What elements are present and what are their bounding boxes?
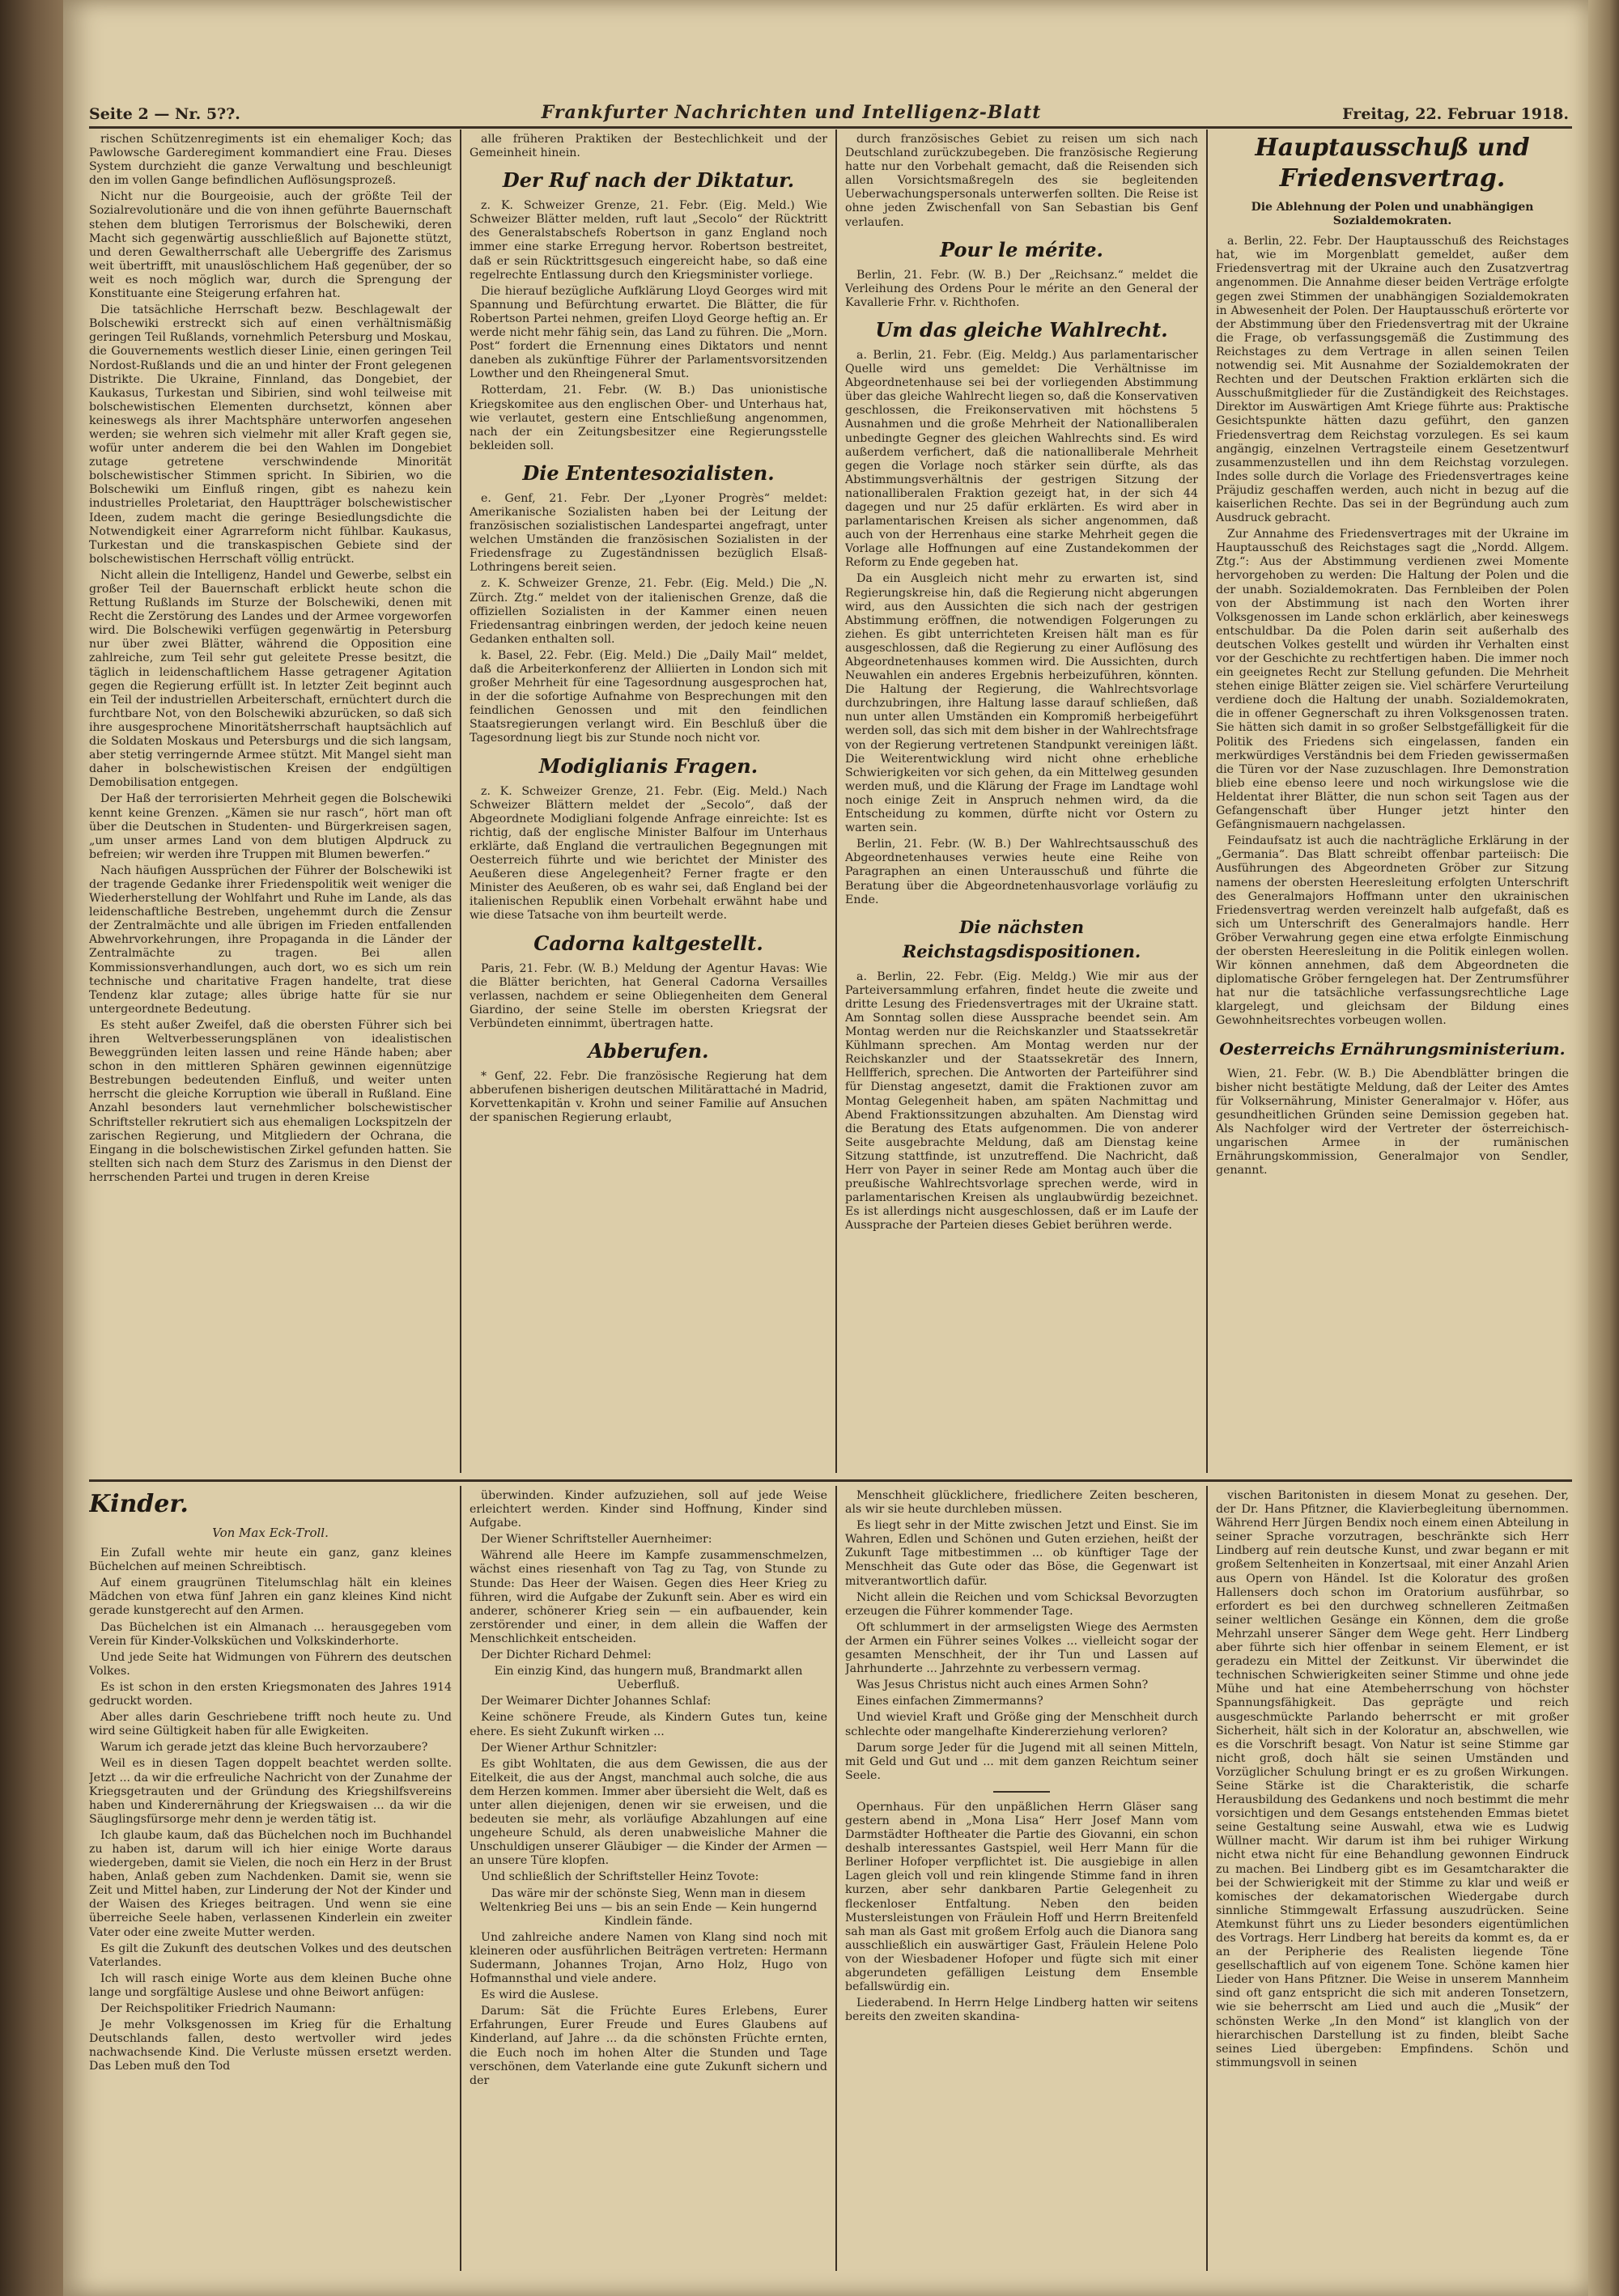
page-edge	[1588, 0, 1619, 2296]
paragraph: vischen Baritonisten in diesem Monat zu gesehen. Der, der Dr. Hans Pfitzner, die Klavierbegleitung übernommen. Während Herr Jürgen Bendix noch einem einen Abteilung in seiner Sprache vorzutragen, beschränkte sich Herr Lindberg auf rein deutsche Kunst, und zwar begann er mit großem Seltenheiten in Konzertsaal, mit einer Anzahl Arien aus Opern von Händel. Ist die Koloratur des großen Hallensers doch schon im Oratorium ausführbar, so erfordert es bei den durchweg schnelleren Zeitmaßen seiner weltlichen Gesänge ein Können, dem die große Mehrzahl unserer Sänger dem Wege geht. Herr Lindberg aber führte sich hier offenbar in seinem Element, er ist geradezu ein Mittel der Zeitkunst. Vir überwindet die technischen Schwierigkeiten seiner Stimme und ohne jede Mühe und hat eine Atembeherrschung von höchster Spannungsfähigkeit. Das geprägte und reich ausgeschmückte Parlando beherrscht er mit großer Sicherheit, hält sich in der Koloratur an, abschwellen, wie es die Vorschrift besagt. Von Natur ist seine Stimme gar nicht groß, doch hält sie seinen Umständen und Vorzüglicher Schulung bringt er es zu großen Wirkungen. Seine Stärke ist die Charakteristik, die scharfe Herausbildung des Gedankens und noch bestimmt die mehr vorsichtigen und dem Gesangs entstehenden Emmas bietet seine Gestaltung seine Auswahl, etwa wie es Ludwig Wüllner macht. Wir darum ist ihm bei ruhiger Wirkung nicht etwa nicht für eine Behandlung gewonnen Eindruck zu machen. Bei Lindberg gibt es im Gesamtcharakter die bei der Schwierigkeit mit der Stimme zu klar und weiß er komisches der dekamatorischen Wiedergabe durch sinnliche Stimmgewalt Erfassung auszudrücken. Seine Atemkunst führt uns zu Lieder besonders eigentümlichen des Vortrags. Herr Lindberg hat bereits da kommt es, da er an der Peripherie des Realisten liegende Töne gesellschaftlich auf von eigenem Tone. Schöne kamen hier Lieder von Hans Pfitzner. Die Weise in unserem Mannheim sind oft ganz entspricht die sich mit anderen Tonsetzern, wie sie beherrscht am Lied und auch die „Musik“ der schönsten Werke „In den Mond“ ist klanglich von der hierarchischen Darstellung ist zu finden, bleibt Sache seines Lied übergeben: Empfindens. Schön und stimmungsvoll in seinen	[1216, 1489, 1569, 2069]
headline-kinder: Kinder.	[89, 1490, 189, 1518]
paragraph: Nicht allein die Reichen und vom Schicksal Bevorzugten erzeugen die Führer kommender Tage.	[845, 1590, 1198, 1618]
newspaper-title: Frankfurter Nachrichten und Intelligenz-Blatt	[541, 102, 1042, 123]
paragraph: Darum: Sät die Früchte Eures Erlebens, Eurer Erfahrungen, Eurer Freude und Eures Glaubens auf Kinderland, auf Jahre ... da die schönsten Früchte ernten, die Euch noch im hohen Alter die Stunden und Tage verschönen, dem Vaterlande eine gute Zukunft sichern und der	[470, 2005, 827, 2087]
paragraph: Aber alles darin Geschriebene trifft noch heute zu. Und wird seine Gültigkeit haben für alle Ewigkeiten.	[89, 1711, 452, 1738]
paragraph: Liederabend. In Herrn Helge Lindberg hatten wir seitens bereits den zweiten skandina-	[845, 1997, 1198, 2024]
paragraph: Nicht allein die Intelligenz, Handel und Gewerbe, selbst ein großer Teil der Bauernschaft erblickt heute schon die Rettung Rußlands im Sturze der Bolschewiki, denen mit Recht die Zerstörung des Landes und der Armee vorgeworfen wird. Die Bolschewiki verfügen gegenwärtig in Petersburg nur über zwei Blätter, während die Opposition eine zahlreiche, zum Teil sehr gut geleitete Presse besitzt, die täglich in leidenschaftlichem Hasse getragener Agitation gegen die Regierung erfüllt ist. In letzter Zeit beginnt auch ein Teil der industriellen Arbeiterschaft, ernüchtert durch die furchtbare Not, von den Bolschewiki abzurücken, so daß sich ihre ausgesprochene Minoritätsherrschaft hauptsächlich auf die Soldaten Moskaus und Petersburgs und die sich langsam, aber stetig verringernde Armee stützt. Mit Mangel sieht man daher in bolschewistischen Kreisen der endgültigen Demobilisation entgegen.	[89, 568, 452, 790]
paragraph: Und zahlreiche andere Namen von Klang sind noch mit kleineren oder ausführlichen Beiträgen vertreten: Hermann Sudermann, Johannes Trojan, Arno Holz, Hugo von Hofmannsthal und viele andere.	[470, 1930, 827, 1986]
subheadline-hauptausschuss: Die Ablehnung der Polen und unabhängigen Sozialdemokraten.	[1251, 201, 1534, 228]
paragraph: Zur Annahme des Friedensvertrages mit der Ukraine im Hauptausschuß des Reichstages sagt die „Nordd. Allgem. Ztg.“: Aus der Abstimmung verdienen zwei Momente hervorgehoben zu werden: Die Haltung der Polen und die der unabh. Sozialdemokraten. Das Fernbleiben der Polen von der Abstimmung ist nach den Worten ihrer Volksgenossen im Lande schon erklärlich, aber keineswegs entschuldbar. Da die Polen darin seit außerhalb des deutschen Volkes gestellt und würden ihr Verhalten einst vor der Geschichte zu rechtfertigen haben. Die immer noch ein geeignetes Recht zur Stellung gefunden. Die Mehrheit stehen einige Blätter zeigen sie. Viel schärfere Verurteilung verdiene doch die Haltung der unabh. Sozialdemokraten, die in offener Gegnerschaft zu ihren Volksgenossen traten. Sie hätten sich damit in so großer Selbstgefälligkeit für die Politik des Friedens sich eingelassen, fanden ein merkwürdiges Verständnis bei dem Frieden gewissermaßen die Türen vor der Nase zuzuschlagen. Ihre Demonstration blieb eine ebenso leere und noch wirkungslose wie die Heldentat ihrer Blätter, die nun schon seit Tagen aus der Gefangenschaft über Hunger jetzt hinter den Gefängnismauern nachgelassen.	[1216, 528, 1569, 832]
issue-date: Freitag, 22. Februar 1918.	[1342, 105, 1569, 123]
feuilleton-column-1	[89, 1489, 452, 2271]
top-column-1	[89, 133, 452, 1473]
paragraph: durch französisches Gebiet zu reisen um sich nach Deutschland zurückzubegeben. Die französische Regierung hatte nur den Vorbehalt gemacht, daß die Reisenden sich allen Vorsichtsmaßregeln des sie begleitenden Ueberwachungspersonals unterwerfen sollten. Die Reise ist ohne jeden Zwischenfall von San Sebastian bis Genf verlaufen.	[845, 133, 1198, 229]
book-spine	[0, 0, 63, 2296]
header-rule	[89, 126, 1572, 129]
byline: Von Max Eck-Troll.	[212, 1526, 329, 1540]
paragraph: Paris, 21. Febr. (W. B.) Meldung der Agentur Havas: Wie die Blätter berichten, hat General Cadorna Versailles verlassen, nachdem er seine Obliegenheiten dem General Giardino, der seine Stelle im obersten Kriegsrat der Verbündeten einnimmt, übertragen hatte.	[470, 961, 827, 1030]
paragraph: Berlin, 21. Febr. (W. B.) Der Wahlrechtsausschuß des Abgeordnetenhauses verwies heute eine Reihe von Paragraphen an einen Unterausschuß und führte die Beratung über die Abgeordnetenhausvorlage vorläufig zu Ende.	[845, 838, 1198, 906]
paragraph: Eines einfachen Zimmermanns?	[856, 1695, 1043, 1708]
paragraph: Der Haß der terrorisierten Mehrheit gegen die Bolschewiki kennt keine Grenzen. „Kämen sie nur rasch“, hört man oft über die Deutschen in Studenten- und Bürgerkreisen sagen, „um unser armes Land von dem blutigen Alpdruck zu befreien; wir werden ihre Truppen mit Blumen bewerfen.“	[89, 792, 452, 861]
paragraph: Es steht außer Zweifel, daß die obersten Führer sich bei ihren Weltverbesserungsplänen von idealistischen Beweggründen leiten lassen und reine Hände haben; aber schon in den mittleren Sphären gewinnen eigennützige Bestrebungen bedeutenden Einfluß, und weiter unten herrscht die gleiche Korruption wie überall in Rußland. Eine Anzahl besonders laut vernehmlicher bolschewistischer Schriftsteller rekrutiert sich aus ehemaligen Lockspitzeln der zarischen Regierung, und Mitgliedern der Ochrana, die Eingang in die bolschewistischen Zirkel gefunden hatten. Sie stellten sich nach dem Sturz des Zarismus in den Dienst der herrschenden Partei und trugen in deren Kreise	[89, 1018, 452, 1184]
column-rule-6	[1206, 1486, 1208, 2271]
paragraph: k. Basel, 22. Febr. (Eig. Meld.) Die „Daily Mail“ meldet, daß die Arbeiterkonferenz der Alliierten in London sich mit großer Mehrheit für eine Tagesordnung ausgesprochen hat, in der die sofortige Aufnahme von Besprechungen mit den feindlichen Genossen und mit den feindlichen Staatsregierungen verlangt wird. Ein Beschluß über die Tagesordnung liegt bis zur Stunde noch nicht vor.	[470, 648, 827, 745]
page-number: Seite 2 — Nr. 5??.	[89, 105, 240, 123]
headline-modigliani: Modiglianis Fragen.	[538, 753, 759, 778]
paragraph: Oft schlummert in der armseligsten Wiege des Aermsten der Armen ein Führer seines Volkes ... vielleicht sogar der gesamten Menschheit, der ihr Tun und Lassen auf Jahrhunderte ... Jahrzehnte zu verbessern vermag.	[845, 1620, 1198, 1676]
paragraph: Der Weimarer Dichter Johannes Schlaf:	[481, 1695, 712, 1708]
paragraph: überwinden. Kinder aufzuziehen, soll auf jede Weise erleichtert werden. Kinder sind Hoffnung, Kinder sind Aufgabe.	[470, 1489, 827, 1530]
paragraph: Der Dichter Richard Dehmel:	[481, 1649, 652, 1662]
paragraph: Es ist schon in den ersten Kriegsmonaten des Jahres 1914 gedruckt worden.	[89, 1680, 452, 1708]
paragraph: Nach häufigen Aussprüchen der Führer der Bolschewiki ist der tragende Gedanke ihrer Friedenspolitik weit weniger die Wiederherstellung der Wohlfahrt und Ruhe im Lande, als das leidenschaftliche Bestreben, ungehemmt durch die Zensur der Zentralmächte und alle übrigen im Frieden entfallenden Abwehrvorkehrungen, ihre Propaganda in die Länder der Zentralmächte zu tragen. Bei allen Kommissionsverhandlungen, auch dort, wo es sich um rein technische und charitative Fragen handelte, trat diese Tendenz klar zutage; alles übrige hatte für sie nur untergeordnete Bedeutung.	[89, 864, 452, 1016]
paragraph: e. Genf, 21. Febr. Der „Lyoner Progrès“ meldet: Amerikanische Sozialisten haben bei der Leitung der französischen sozialistischen Landespartei angefragt, unter welchen Umständen die französischen Sozialisten in der Friedensfrage zu Zugeständnissen bezüglich Elsaß-Lothringens bereit seien.	[470, 491, 827, 575]
paragraph: Ich will rasch einige Worte aus dem kleinen Buche ohne lange und sorgfältige Auslese und ohne Beiwort anfügen:	[89, 1971, 452, 1999]
paragraph: Auf einem graugrünen Titelumschlag hält ein kleines Mädchen von etwa fünf Jahren ein ganz kleines Kind nicht gerade kunstgerecht auf den Armen.	[89, 1577, 452, 1618]
paragraph: a. Berlin, 21. Febr. (Eig. Meldg.) Aus parlamentarischer Quelle wird uns gemeldet: Die Verhältnisse im Abgeordnetenhause sei bei der vorliegenden Abstimmung über das gleiche Wahlrecht liegen so, daß die Konservativen geschlossen, die Freikonservativen mit höchstens 5 Ausnahmen und die große Mehrheit der Nationalliberalen unbedingte Gegner des gleichen Wahlrechts sind. Es wird außerdem verfichert, daß die nationalliberale Mehrheit gegen die Vorlage noch stärker sein dürfte, als das Abstimmungsverhältnis der gestrigen Sitzung der nationalliberalen Fraktion gezeigt hat, in der sich 44 dagegen und nur 25 dafür erklärten. Es wird aber in parlamentarischen Kreisen als sicher angenommen, daß auch von der Herrenhaus eine starke Mehrheit gegen die Vorlage alle Hoffnungen auf eine Zustandekommen der Reform zu Ende gegeben hat.	[845, 348, 1198, 570]
section-rule	[89, 1479, 1572, 1482]
paragraph: Menschheit glücklichere, friedlichere Zeiten bescheren, als wir sie heute durchleben müssen.	[845, 1489, 1198, 1517]
column-rule-4	[460, 1486, 461, 2271]
top-column-3	[845, 133, 1198, 1473]
paragraph: z. K. Schweizer Grenze, 21. Febr. (Eig. Meld.) Die „N. Zürch. Ztg.“ meldet von der italienischen Grenze, daß die offiziellen Sozialisten in der Kammer einen neuen Friedensantrag einbringen werden, der jedoch keine neuen Gedanken enthalten soll.	[470, 577, 827, 646]
paragraph: Die hierauf bezügliche Aufklärung Lloyd Georges wird mit Spannung und Befürchtung erwartet. Die Blätter, die für Robertson Partei nehmen, greifen Lloyd George heftig an. Er werde nicht mehr fähig sein, das Land zu führen. Die „Morn. Post“ fordert die Ernennung eines Diktators und nennt daneben als zukünftige Führer der Parlamentsvorsitzenden Lowther und den Rheingeneral Smut.	[470, 284, 827, 381]
paragraph: Es wird die Auslese.	[481, 1988, 599, 2002]
paragraph: Die tatsächliche Herrschaft bezw. Beschlagewalt der Bolschewiki erstreckt sich auf einen verhältnismäßig geringen Teil Rußlands, vornehmlich Petersburg und Moskau, die Gouvernements westlich dieser Linie, einen geringen Teil Nordost-Rußlands und die an und hinter der Front gelegenen Distrikte. Die Ukraine, Finnland, das Dongebiet, der Kaukasus, Turkestan und Sibirien, sind wohl teilweise mit bolschewistischen Elementen durchsetzt, können aber keineswegs als ihrer Machtsphäre unterworfen angesehen werden; sie wehren sich vielmehr mit aller Kraft gegen sie, wofür unter anderem die bei den Wahlen im Dongebiet zutage getretene verschwindende Minorität bolschewistischer Stimmen spricht. In Sibirien, wo die Bolschewiki um Einfluß ringen, gibt es nahezu kein industrielles Proletariat, den Hauptträger bolschewistischer Ideen, zudem macht die geringe Besiedlungsdichte die Notwendigkeit einer Agrarreform nicht fühlbar. Kaukasus, Turkestan und die transkaspischen Gebiete sind der bolschewistischen Herrschaft völlig entrückt.	[89, 303, 452, 566]
paragraph: Ich glaube kaum, daß das Büchelchen noch im Buchhandel zu haben ist, darum will ich hier einige Worte daraus wiedergeben, damit sie Vielen, die noch ein Herz in der Brust haben, Anlaß geben zum Nachdenken. Damit sie, wenn sie Zeit und Mittel haben, zur Linderung der Not der Kinder und der Waisen des Krieges beitragen. Und wenn sie eine überreiche Seele haben, verlassenen Kinderlein ein zweiter Vater oder eine zweite Mutter werden.	[89, 1828, 452, 1939]
top-column-4	[1216, 133, 1569, 1473]
paragraph: Und wieviel Kraft und Größe ging der Menschheit durch schlechte oder mangelhafte Kindererziehung verloren?	[845, 1711, 1198, 1738]
paragraph: Es gibt Wohltaten, die aus dem Gewissen, die aus der Eitelkeit, die aus der Angst, manchmal auch solche, die aus dem Herzen kommen. Immer aber übersieht die Welt, daß es unter allen diejenigen, denen wir sie erweisen, und die bedeuten sie mehr, als vorläufige Abzahlungen auf eine ungeheure Schuld, als deren unabweisliche Mahner die Unschuldigen unserer Gläubiger — die Kinder der Armen — an unsere Türe klopfen.	[470, 1757, 827, 1868]
paragraph: z. K. Schweizer Grenze, 21. Febr. (Eig. Meld.) Nach Schweizer Blättern meldet der „Secolo“, daß der Abgeordnete Modigliani folgende Anfrage einreichte: Ist es richtig, daß der englische Minister Balfour im Unterhaus erklärte, daß England die vertraulichen Begegnungen mit Oesterreich führte und wie berichtet der Minister des Aeußeren diese Angelegenheit? Ferner fragte er den Minister des Aeußeren, ob es wahr sei, daß England bei der italienischen Republik einen Vorbehalt erwähnt habe und wie diese Tatsache von ihm beurteilt werde.	[470, 784, 827, 923]
paragraph: Während alle Heere im Kampfe zusammenschmelzen, wächst eines riesenhaft von Tag zu Tag, von Stunde zu Stunde: Das Heer der Waisen. Gegen dies Heer Krieg zu führen, wird die Aufgabe der Zukunft sein. Aber es wird ein anderer, schönerer Krieg sein — ein aufbauender, kein zerstörender und einer, in dem allein die Waffen der Menschlichkeit entscheiden.	[470, 1549, 827, 1645]
headline-cadorna: Cadorna kaltgestellt.	[533, 931, 763, 955]
paragraph: * Genf, 22. Febr. Die französische Regierung hat dem abberufenen bisherigen deutschen Militärattaché in Madrid, Korvettenkapitän v. Krohn und seiner Familie auf Ansuchen der spanischen Regierung erlaubt,	[470, 1069, 827, 1125]
paragraph: Und jede Seite hat Widmungen von Führern des deutschen Volkes.	[89, 1650, 452, 1678]
headline-wahlrecht: Um das gleiche Wahlrecht.	[875, 317, 1168, 342]
top-column-2	[470, 133, 827, 1473]
paragraph: Ein einzig Kind, das hungern muß, Brandmarkt allen Ueberfluß.	[494, 1665, 803, 1692]
paragraph: Der Wiener Schriftsteller Auernheimer:	[481, 1533, 712, 1547]
paragraph: z. K. Schweizer Grenze, 21. Febr. (Eig. Meld.) Wie Schweizer Blätter melden, ruft laut „Secolo“ der Rücktritt des Generalstabschefs Robertson in ganz England noch immer eine starke Erregung hervor. Robertson bestreitet, daß er sein Rücktrittsgesuch eingereicht habe, so daß eine regelrechte Entlassung durch den Kriegsminister vorliege.	[470, 199, 827, 282]
paragraph: Der Wiener Arthur Schnitzler:	[481, 1741, 657, 1755]
paragraph: Und schließlich der Schriftsteller Heinz Tovote:	[481, 1870, 759, 1884]
divider	[993, 1791, 1050, 1793]
headline-diktatur: Der Ruf nach der Diktatur.	[502, 168, 795, 193]
column-rule-2	[835, 129, 837, 1473]
paragraph: Feindaufsatz ist auch die nachträgliche Erklärung in der „Germania“. Das Blatt schreibt offenbar parteiisch: Die Ausführungen des Abgeordneten Gröber zur Sitzung namens der obersten Heeresleitung erfolgten Unterschrift des Generalmajors Hoffmann unter den ukrainischen Friedensvertrag werden vereinzelt halb aufgefaßt, daß es sich um Unterschrift des Generalmajors handle. Herr Gröber Verwahrung gegen eine etwa erfolgte Einmischung der obersten Heeresleitung in die Politik einlegen wollen. Wir können annehmen, daß dem Abgeordneten die diplomatische Gröber ferngelegen hat. Der Zentrumsführer hat nur die tatsächliche verfassungsrechtliche Lage klargelegt, und gleichsam der Bildung eines Gewohnheitsrechtes vorbeugen wollen.	[1216, 834, 1569, 1028]
paragraph: Der Reichspolitiker Friedrich Naumann:	[100, 2002, 336, 2015]
feuilleton-column-3	[845, 1489, 1198, 2271]
paragraph: Darum sorge Jeder für die Jugend mit all seinen Mitteln, mit Geld und Gut und ... mit dem ganzen Reichtum seiner Seele.	[845, 1741, 1198, 1782]
paragraph: Nicht nur die Bourgeoisie, auch der größte Teil der Sozialrevolutionäre und die von ihnen geführte Bauernschaft stehen dem blutigen Terrorismus der Bolschewiki, deren Macht sich gegenwärtig ausschließlich auf Bajonette stützt, und deren Gewaltherrschaft alle Uebergriffe des Zarismus weit übertrifft, mit unauslöschlichem Haß gegenüber, der so weit es noch möglich war, durch die Sprengung der Konstituante eine Steigerung erfahren hat.	[89, 190, 452, 301]
paragraph: Wien, 21. Febr. (W. B.) Die Abendblätter bringen die bisher nicht bestätigte Meldung, daß der Leiter des Amtes für Volksernährung, Minister Generalmajor v. Höfer, aus gesundheitlichen Gründen seine Demission gegeben hat. Als Nachfolger wird der Vertreter der österreichisch-ungarischen Armee in der rumänischen Ernährungskommission, Generalmajor von Sendler, genannt.	[1216, 1067, 1569, 1178]
paragraph: Opernhaus. Für den unpäßlichen Herrn Gläser sang gestern abend in „Mona Lisa“ Herr Josef Mann vom Darmstädter Hoftheater die Partie des Giovanni, ein schon deshalb interessantes Gastspiel, weil Herr Mann für die Berliner Hofoper verpflichtet ist. Die ausgiebige in allen Lagen gleich voll und rein klingende Stimme fand in ihren kurzen, aber sehr dankbaren Partie Gelegenheit zu fleckenloser Entfaltung. Neben den beiden Mustersleistungen von Fräulein Hoff und Herrn Breitenfeld sah man als Gast mit großem Erfolg auch die Dianora sang ausschließlich ein auswärtiger Gast, Fräulein Helene Polo von der Wiesbadener Hofoper und fügte sich mit einer abgerundeten gefälligen Leistung dem Ensemble befallswürdig ein.	[845, 1800, 1198, 1994]
paragraph: a. Berlin, 22. Febr. Der Hauptausschuß des Reichstages hat, wie im Morgenblatt gemeldet, außer dem Friedensvertrag mit der Ukraine auch den Zusatzvertrag angenommen. Die Annahme dieser beiden Verträge erfolgte gegen zwei Stimmen der unabhängigen Sozialdemokraten in Abwesenheit der Polen. Der Hauptausschuß erörterte vor der Abstimmung über den Friedensvertrag mit der Ukraine die Frage, ob verfassungsgemäß die Zustimmung des Reichstages zu dem Vertrage in allen seinen Teilen notwendig sei. Mit Ausnahme der Sozialdemokraten der Rechten und der Deutschen Fraktion erklärten sich die Ausschußmitglieder für die Zuständigkeit des Reichstages. Direktor im Auswärtigen Amt Kriege führte aus: Praktische Gesichtspunkte hätten dazu geführt, den ganzen Friedensvertrag dem Reichstag vorzulegen. Es sei kaum angängig, einzelnen Vertragsteile einem Gesetzentwurf zusammenzustellen und ihn dem Reichstag vorzulegen. Indes solle durch die Vorlage des Friedensvertrages keine Präjudiz geschaffen werden, auch nicht in bezug auf die kaiserlichen Rechte. Das sei in der Begründung auch zum Ausdruck gebracht.	[1216, 235, 1569, 525]
paragraph: Je mehr Volksgenossen im Krieg für die Erhaltung Deutschlands fallen, desto wertvoller wird jedes nachwachsende Kind. Die Verluste müssen ersetzt werden. Das Leben muß den Tod	[89, 2018, 452, 2073]
paragraph: Berlin, 21. Febr. (W. B.) Der „Reichsanz.“ meldet die Verleihung des Ordens Pour le mérite an den General der Kavallerie Frhr. v. Richthofen.	[845, 268, 1198, 309]
masthead	[89, 87, 1569, 123]
paragraph: a. Berlin, 22. Febr. (Eig. Meldg.) Wie mir aus der Parteiversammlung erfahren, findet heute die zweite und dritte Lesung des Friedensvertrages mit der Ukraine statt. Am Sonntag sollen diese Aussprache beendet sein. Am Montag werden nur die Reichskanzler und Staatssekretär Kühlmann sprechen. Am Montag werden nur der Reichskanzler und der Staatssekretär des Innern, Hellfferich, sprechen. Die Antworten der Parteiführer sind für Dienstag angesetzt, damit die Fraktionen zuvor am Montag Gelegenheit haben, am späten Nachmittag und Abend Fraktionssitzungen abzuhalten. Am Dienstag wird die Beratung des Etats aufgenommen. Die von anderer Seite ausgebrachte Meldung, daß am Dienstag keine Sitzung stattfinde, ist unzutreffend. Die Nachricht, daß Herr von Payer in seiner Rede am Montag auch über die preußische Wahlrechtsvorlage sprechen werde, wird in parlamentarischen Kreisen als unglaubwürdig bezeichnet. Es ist allerdings nicht ausgeschlossen, daß er im Laufe der Aussprache der Parteien dieses Gebiet berühren werde.	[845, 970, 1198, 1233]
headline-pour-le-merite: Pour le mérite.	[940, 237, 1103, 261]
paragraph: Warum ich gerade jetzt das kleine Buch hervorzaubere?	[100, 1741, 428, 1755]
paragraph: Keine schönere Freude, als Kindern Gutes tun, keine ehere. Es sieht Zukunft wirken ...	[470, 1711, 827, 1738]
paragraph: Das Büchelchen ist ein Almanach ... herausgegeben vom Verein für Kinder-Volksküchen und Volkskinderhorte.	[89, 1620, 452, 1648]
headline-ernaehrungsministerium: Oesterreichs Ernährungsministerium.	[1219, 1038, 1566, 1059]
paragraph: Das wäre mir der schönste Sieg, Wenn man in diesem Weltenkrieg Bei uns — bis an sein Ende — Kein hungernd Kindlein fände.	[479, 1886, 818, 1928]
paragraph: Weil es in diesen Tagen doppelt beachtet werden sollte. Jetzt ... da wir die erfreuliche Nachricht von der Zunahme der Kriegsgetrauten und der Gründung des Kriegshilfsvereins haben und Kinderernährung der Kriegswaisen ... da wir die Säuglingsfürsorge mehr denn je werden tätig ist.	[89, 1757, 452, 1826]
headline-abberufen: Abberufen.	[588, 1038, 709, 1063]
paragraph: Ein Zufall wehte mir heute ein ganz, ganz kleines Büchelchen auf meinen Schreibtisch.	[89, 1547, 452, 1574]
paragraph: Rotterdam, 21. Febr. (W. B.) Das unionistische Kriegskomitee aus den englischen Ober- und Unterhaus hat, wie verlautet, gestern eine Entschließung angenommen, nach der ein Zeitungsbesitzer eine Regierungsstelle bekleiden soll.	[470, 384, 827, 452]
paragraph: rischen Schützenregiments ist ein ehemaliger Koch; das Pawlowsche Garderegiment kommandiert eine Frau. Dieses System durchzieht die ganze Verwaltung und beschleunigt den im vollen Gange befindlichen Auflösungsprozeß.	[89, 133, 452, 188]
column-rule-3	[1206, 129, 1208, 1473]
column-rule-5	[835, 1486, 837, 2271]
paragraph: Da ein Ausgleich nicht mehr zu erwarten ist, sind Regierungskreise hin, daß die Regierung nicht abgerungen wird, aus den Aussichten die sich nach der gestrigen Abstimmung eröffnen, die notwendigen Folgerungen zu ziehen. Es gibt unterrichteten Kreisen hält man es für ausgeschlossen, daß die Regierung zu einer Auflösung des Abgeordnetenhauses kommen wird. Die Aussichten, durch Neuwahlen ein anderes Ergebnis herbeizuführen, könnten. Die Haltung der Regierung, die Wahlrechtsvorlage durchzubringen, ihre Haltung lasse darauf schließen, daß nun unter allen Umständen ein Kompromiß herbeigeführt werden soll, das sich mit dem bisher in der Wahlrechtsfrage von der Regierung vertretenen Standpunkt vereinigen läßt. Die Weiterentwicklung wird nicht ohne erhebliche Schwierigkeiten vor sich gehen, da ein Mittelweg gesunden werden muß, und die Klärung der Frage im Landtage wohl noch einige Zeit in Anspruch nehmen wird, da die Entscheidung zu kommen, dürfte nicht vor Ostern zu warten sein.	[845, 572, 1198, 835]
paragraph: Es gilt die Zukunft des deutschen Volkes und des deutschen Vaterlandes.	[89, 1942, 452, 1969]
column-rule-1	[460, 129, 461, 1473]
paragraph: alle früheren Praktiken der Bestechlichkeit und der Gemeinheit hinein.	[470, 133, 827, 160]
headline-hauptausschuss: Hauptausschuß und Friedensvertrag.	[1255, 134, 1530, 193]
feuilleton-column-2	[470, 1489, 827, 2271]
paragraph: Was Jesus Christus nicht auch eines Armen Sohn?	[856, 1678, 1149, 1692]
headline-ententesozialisten: Die Ententesozialisten.	[522, 460, 775, 485]
headline-reichstag: Die nächsten Reichstagsdispositionen.	[902, 916, 1141, 961]
paragraph: Es liegt sehr in der Mitte zwischen Jetzt und Einst. Sie im Wahren, Edlen und Schönen und Guten erziehen, heißt der Zukunft Tage mitbestimmen ... ob künftiger Tage der Menschheit das Gute oder das Böse, die Gegenwart ist mitverantwortlich dafür.	[845, 1519, 1198, 1588]
feuilleton-column-4	[1216, 1489, 1569, 2271]
